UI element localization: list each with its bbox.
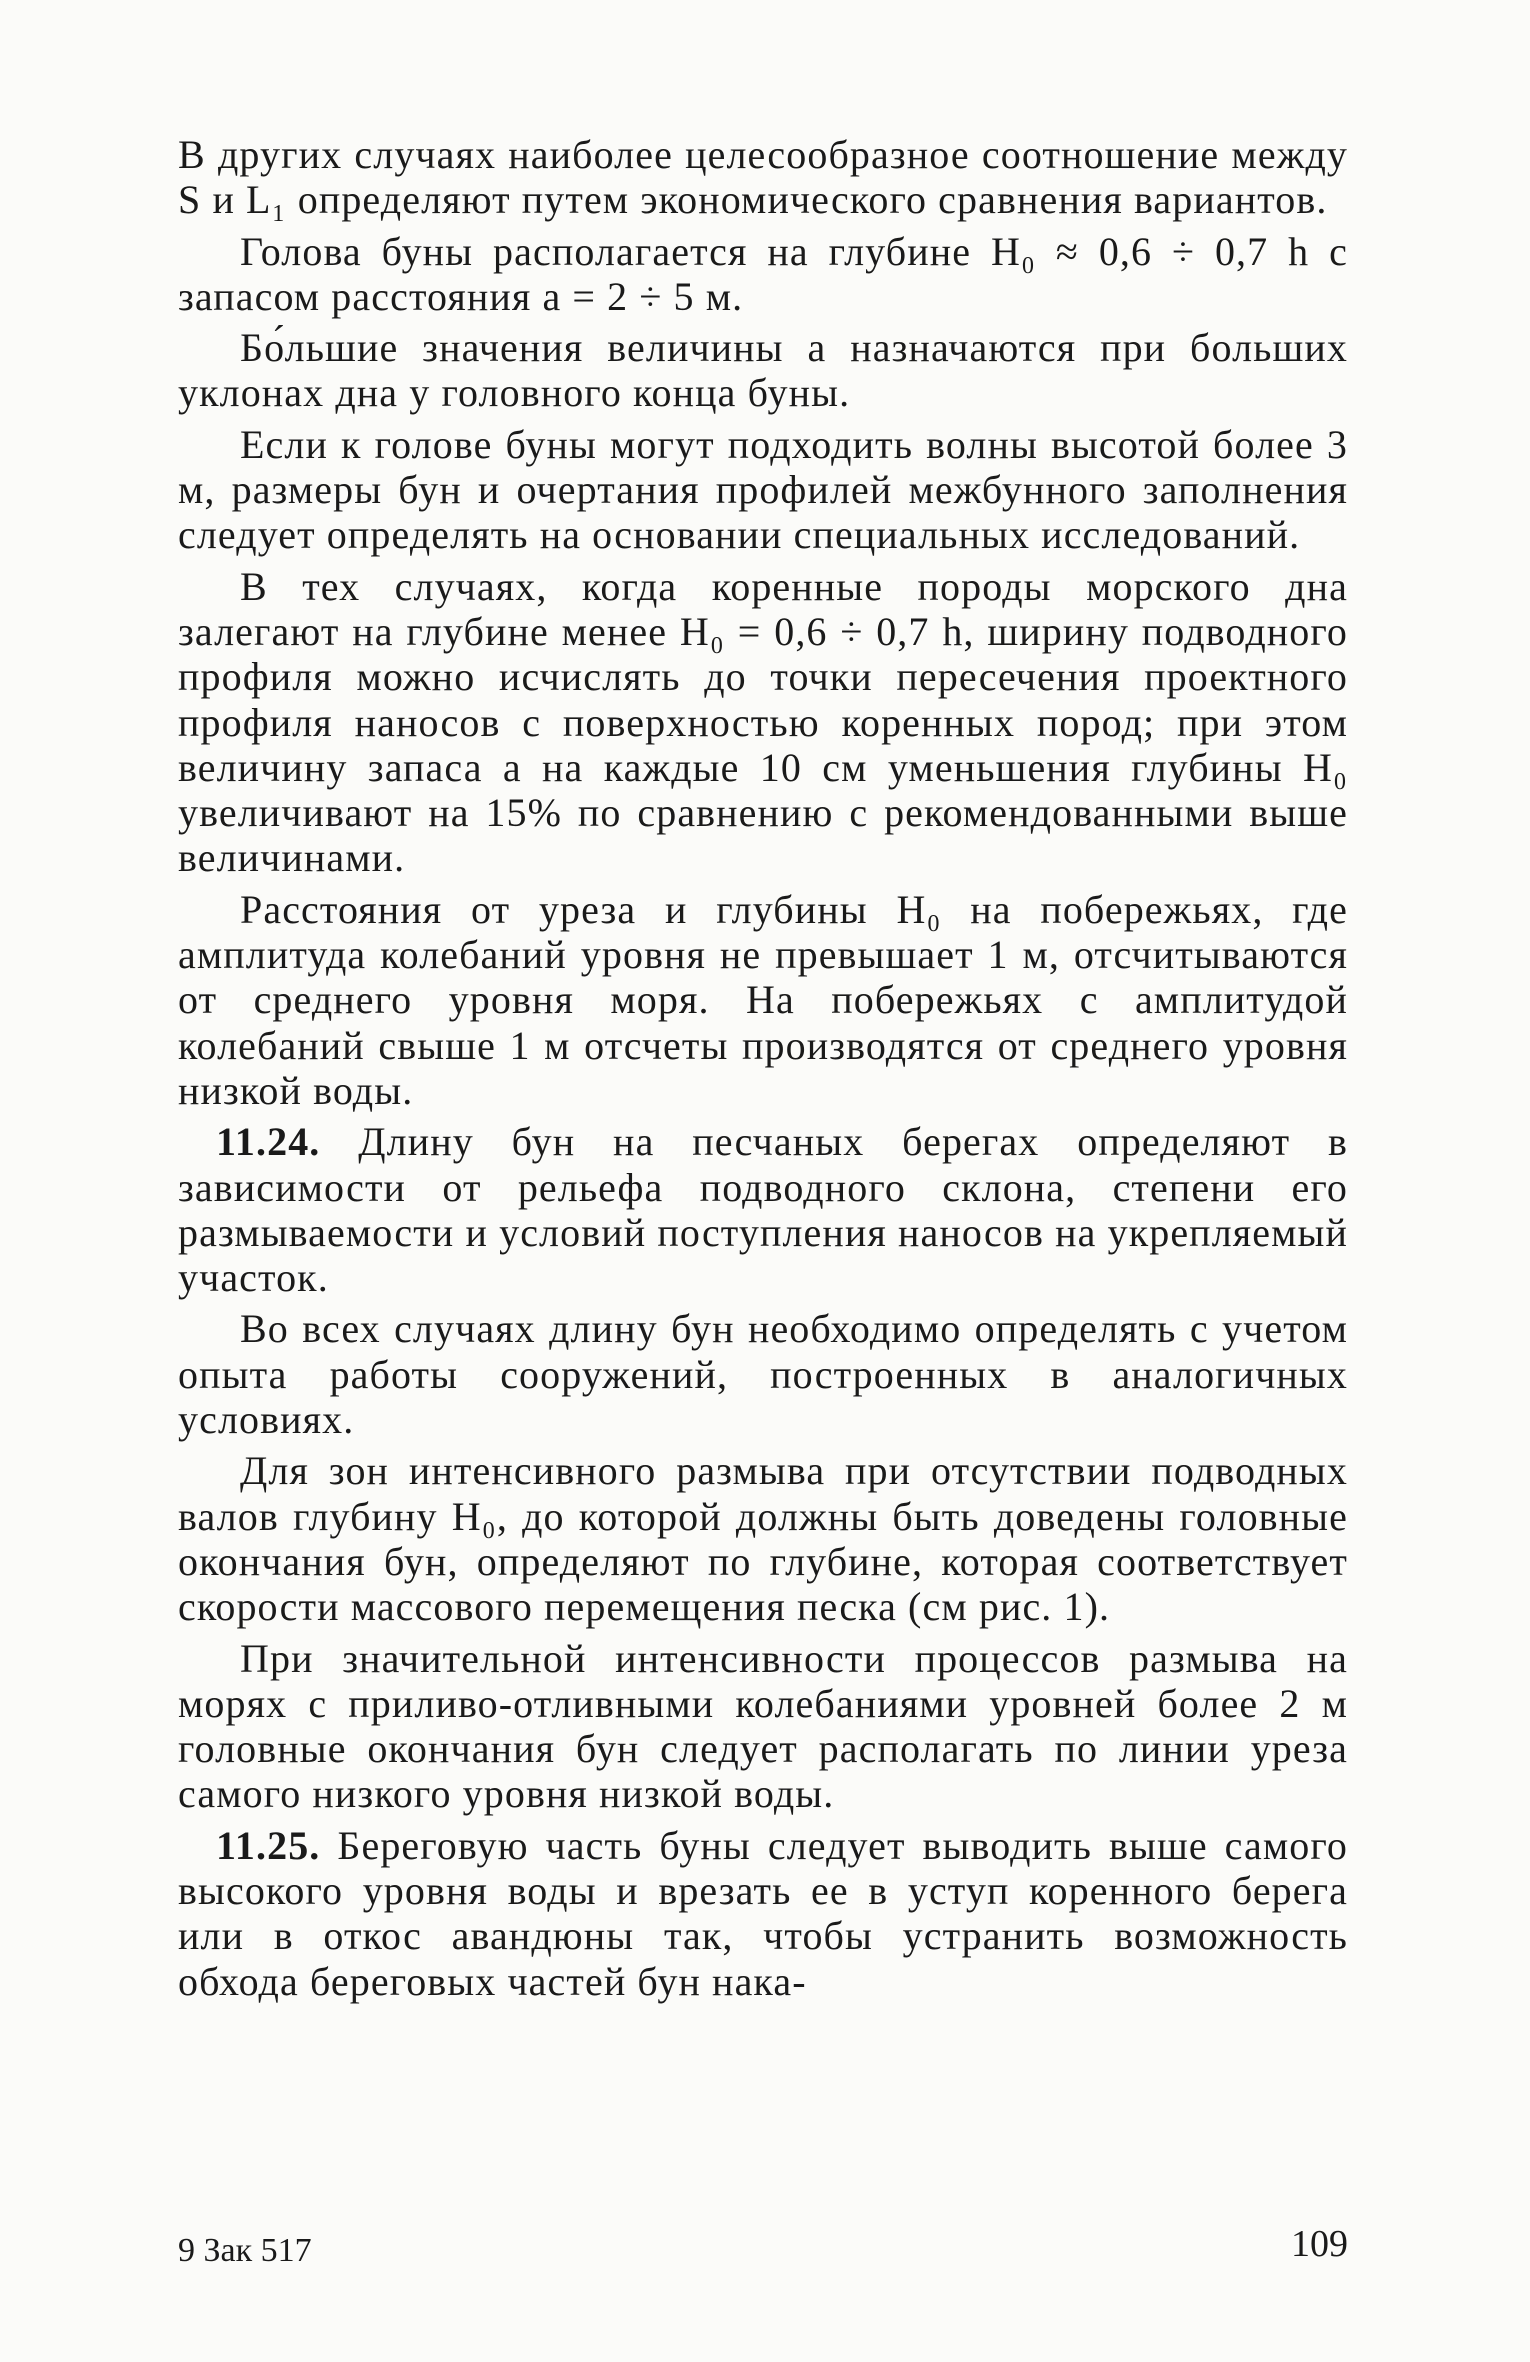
- section-text: Береговую часть буны следует выводить выше самого высокого уровня воды и врезать ее в уступ коренного берега или в откос авандюны так, чтобы устранить возможность обхода береговых частей бун нака-: [178, 1822, 1348, 2004]
- paragraph-5: В тех случаях, когда коренные породы морского дна залегают на глубине менее H₀ = 0,6 ÷ 0,7 h, ширину подводного профиля можно исчислять до точки пересечения проектного профиля наносов с поверхностью коренных пород; при этом величину запаса a на каждые 10 см уменьшения глубины H₀ увеличивают на 15% по сравнению с рекомендованными выше величинами.: [178, 563, 1348, 881]
- section-11-24: [178, 1119, 1348, 1300]
- page-number: 109: [1291, 2223, 1348, 2265]
- paragraph-8: Во всех случаях длину бун необходимо определять с учетом опыта работы сооружений, построенных в аналогичных условиях.: [178, 1306, 1348, 1443]
- paragraph-6: Расстояния от уреза и глубины H₀ на побережьях, где амплитуда колебаний уровня не превышает 1 м, отсчитываются от среднего уровня моря. На побережьях с амплитудой колебаний свыше 1 м отсчеты производятся от среднего уровня низкой воды.: [178, 886, 1348, 1113]
- paragraph-3: Бо́льшие значения величины a назначаются при больших уклонах дна у головного конца буны.: [178, 325, 1348, 416]
- section-number: 11.24.: [216, 1119, 321, 1165]
- paragraph-2: Голова буны располагается на глубине H₀ ≈ 0,6 ÷ 0,7 h с запасом расстояния a = 2 ÷ 5 м.: [178, 228, 1348, 319]
- section-text: Длину бун на песчаных берегах определяют в зависимости от рельефа подводного склона, степени его размываемости и условий поступления наносов на укрепляемый участок.: [178, 1119, 1348, 1301]
- paragraph-1: В других случаях наиболее целесообразное соотношение между S и L₁ определяют путем экономического сравнения вариантов.: [178, 132, 1348, 223]
- paragraph-9: Для зон интенсивного размыва при отсутствии подводных валов глубину H₀, до которой должны быть доведены головные окончания бун, определяют по глубине, которая соответствует скорости массового перемещения песка (см рис. 1).: [178, 1448, 1348, 1630]
- section-number: 11.25.: [216, 1822, 321, 1868]
- paragraph-10: При значительной интенсивности процессов размыва на морях с приливо-отливными колебаниями уровней более 2 м головные окончания бун следует располагать по линии уреза самого низкого уровня низкой воды.: [178, 1635, 1348, 1817]
- body-text: [178, 132, 1348, 2010]
- printer-signature: 9 Зак 517: [178, 2232, 312, 2269]
- section-11-25: [178, 1823, 1348, 2004]
- paragraph-4: Если к голове буны могут подходить волны высотой более 3 м, размеры бун и очертания профилей межбунного заполнения следует определять на основании специальных исследований.: [178, 421, 1348, 558]
